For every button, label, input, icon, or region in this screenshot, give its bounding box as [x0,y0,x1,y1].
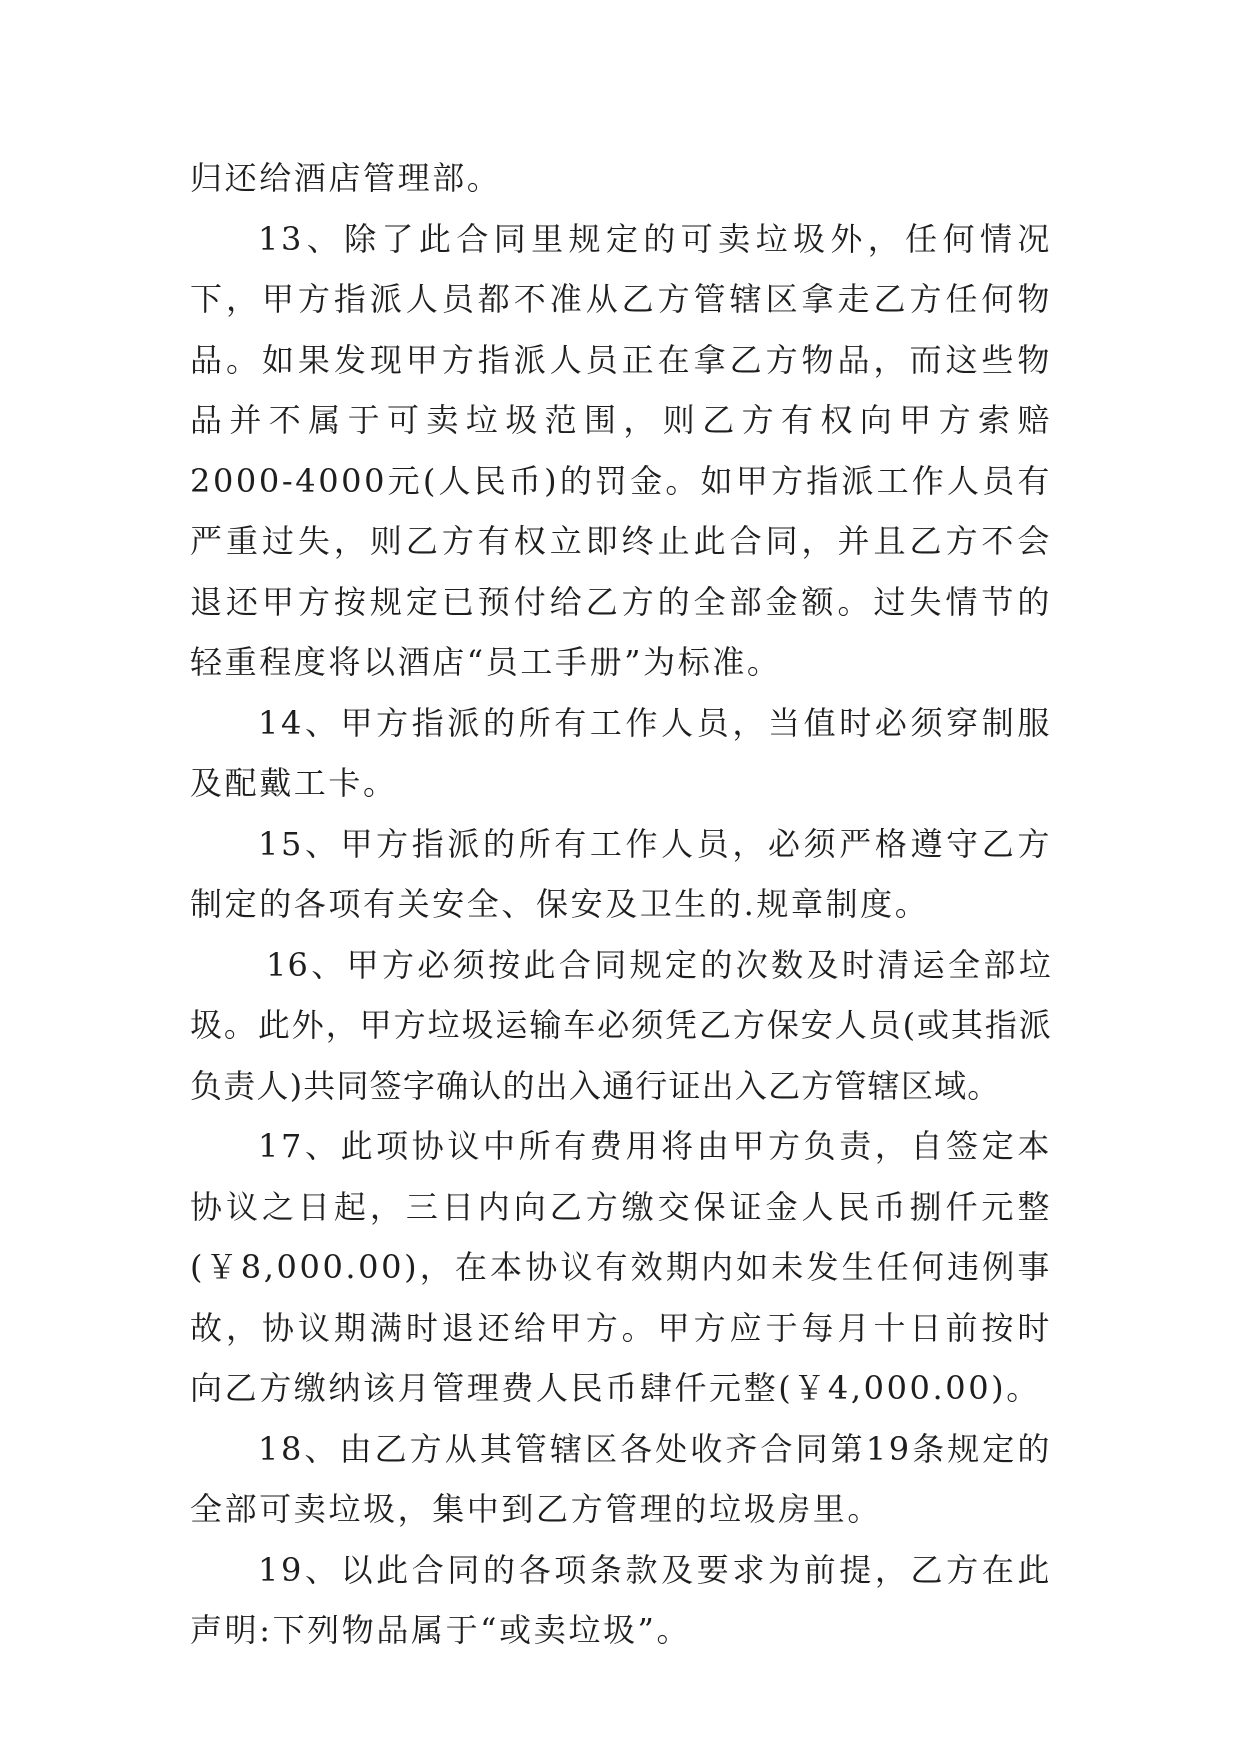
paragraph-clause-17: 17、此项协议中所有费用将由甲方负责，自签定本协议之日起，三日内向乙方缴交保证金人民币捌仟元整(￥8,000.00)，在本协议有效期内如未发生任何违例事故，协议期满时退还给甲方。甲方应于每月十日前按时向乙方缴纳该月管理费人民币肆仟元整(￥4,000.00)。 [190,1127,1052,1407]
paragraph-clause-18: 18、由乙方从其管辖区各处收齐合同第19条规定的全部可卖垃圾，集中到乙方管理的垃圾房里。 [190,1429,1052,1528]
document-page [190,148,1052,1661]
paragraph-clause-15: 15、甲方指派的所有工作人员，必须严格遵守乙方制定的各项有关安全、保安及卫生的.规章制度。 [190,824,1052,923]
paragraph-clause-13: 13、除了此合同里规定的可卖垃圾外，任何情况下，甲方指派人员都不准从乙方管辖区拿走乙方任何物品。如果发现甲方指派人员正在拿乙方物品，而这些物品并不属于可卖垃圾范围，则乙方有权向甲方索赔2000-4000元(人民币)的罚金。如甲方指派工作人员有严重过失，则乙方有权立即终止此合同，并且乙方不会退还甲方按规定已预付给乙方的全部金额。过失情节的轻重程度将以酒店“员工手册”为标准。 [190,219,1052,681]
paragraph-continuation: 归还给酒店管理部。 [190,159,502,197]
paragraph-clause-19: 19、以此合同的各项条款及要求为前提，乙方在此声明:下列物品属于“或卖垃圾”。 [190,1550,1052,1649]
paragraph-clause-16: 16、甲方必须按此合同规定的次数及时清运全部垃圾。此外，甲方垃圾运输车必须凭乙方保安人员(或其指派负责人)共同签字确认的出入通行证出入乙方管辖区域。 [190,945,1052,1105]
paragraph-clause-14: 14、甲方指派的所有工作人员，当值时必须穿制服及配戴工卡。 [190,703,1052,802]
